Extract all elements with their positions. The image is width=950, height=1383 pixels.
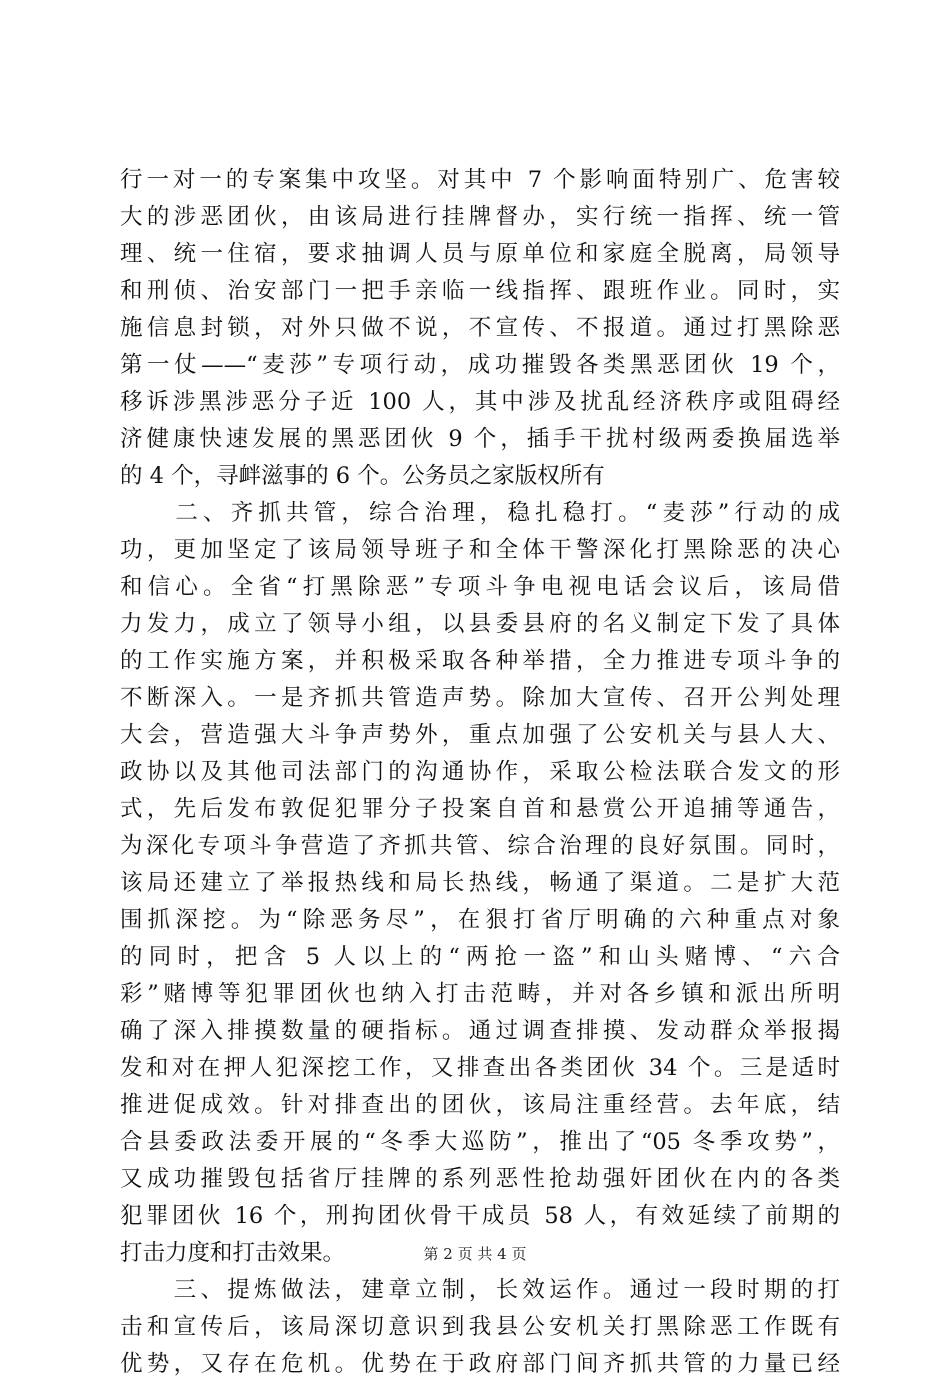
text-line: 不断深入。一是齐抓共管造声势。除加大宣传、召开公判处理 [120, 685, 840, 711]
text-line: 力发力，成立了领导小组，以县委县府的名义制定下发了具体 [120, 611, 840, 637]
text-line: 又成功摧毁包括省厅挂牌的系列恶性抢劫强奸团伙在内的各类 [120, 1166, 840, 1192]
text-line: 犯罪团伙 16 个，刑拘团伙骨干成员 58 人，有效延续了前期的 [120, 1203, 840, 1229]
text-line: 功，更加坚定了该局领导班子和全体干警深化打黑除恶的决心 [120, 537, 840, 563]
text-line: 施信息封锁，对外只做不说，不宣传、不报道。通过打黑除恶 [120, 315, 840, 341]
document-body [120, 162, 840, 1383]
text-line: 政协以及其他司法部门的沟通协作，采取公检法联合发文的形 [120, 759, 840, 785]
text-line: 大的涉恶团伙，由该局进行挂牌督办，实行统一指挥、统一管 [120, 204, 840, 230]
page-footer: 第 2 页 共 4 页 [423, 1245, 527, 1263]
text-line: 为深化专项斗争营造了齐抓共管、综合治理的良好氛围。同时， [120, 833, 840, 859]
text-line: 合县委政法委开展的“冬季大巡防”，推出了“05 冬季攻势”， [120, 1129, 840, 1155]
text-line: 优势，又存在危机。优势在于政府部门间齐抓共管的力量已经 [120, 1351, 840, 1377]
text-line: 理、统一住宿，要求抽调人员与原单位和家庭全脱离，局领导 [120, 241, 840, 267]
text-line: 发和对在押人犯深挖工作，又排查出各类团伙 34 个。三是适时 [120, 1055, 840, 1081]
text-line: 和刑侦、治安部门一把手亲临一线指挥、跟班作业。同时，实 [120, 278, 840, 304]
text-line: 和信心。全省“打黑除恶”专项斗争电视电话会议后，该局借 [120, 574, 840, 600]
text-line: 的工作实施方案，并积极采取各种举措，全力推进专项斗争的 [120, 648, 840, 674]
text-line: 围抓深挖。为“除恶务尽”，在狠打省厅明确的六种重点对象 [120, 907, 840, 933]
text-line: 第一仗——“麦莎”专项行动，成功摧毁各类黑恶团伙 19 个， [120, 352, 840, 378]
text-line: 大会，营造强大斗争声势外，重点加强了公安机关与县人大、 [120, 722, 840, 748]
text-line: 的同时，把含 5 人以上的“两抢一盗”和山头赌博、“六合 [120, 944, 840, 970]
text-line: 击和宣传后，该局深切意识到我县公安机关打黑除恶工作既有 [120, 1314, 840, 1340]
text-line: 打击力度和打击效果。 [120, 1240, 346, 1266]
text-line: 式，先后发布敦促犯罪分子投案自首和悬赏公开追捕等通告， [120, 796, 840, 822]
text-line: 彩”赌博等犯罪团伙也纳入打击范畴，并对各乡镇和派出所明 [120, 981, 840, 1007]
text-line: 二、齐抓共管，综合治理，稳扎稳打。“麦莎”行动的成 [120, 500, 840, 526]
text-line: 行一对一的专案集中攻坚。对其中 7 个影响面特别广、危害较 [120, 167, 840, 193]
text-line: 确了深入排摸数量的硬指标。通过调查排摸、发动群众举报揭 [120, 1018, 840, 1044]
text-line: 三、提炼做法，建章立制，长效运作。通过一段时期的打 [120, 1277, 840, 1303]
text-line: 的 4 个，寻衅滋事的 6 个。公务员之家版权所有 [120, 463, 605, 489]
text-line: 该局还建立了举报热线和局长热线，畅通了渠道。二是扩大范 [120, 870, 840, 896]
text-line: 济健康快速发展的黑恶团伙 9 个，插手干扰村级两委换届选举 [120, 426, 840, 452]
text-line: 移诉涉黑涉恶分子近 100 人，其中涉及扰乱经济秩序或阻碍经 [120, 389, 840, 415]
text-line: 推进促成效。针对排查出的团伙，该局注重经营。去年底，结 [120, 1092, 840, 1118]
